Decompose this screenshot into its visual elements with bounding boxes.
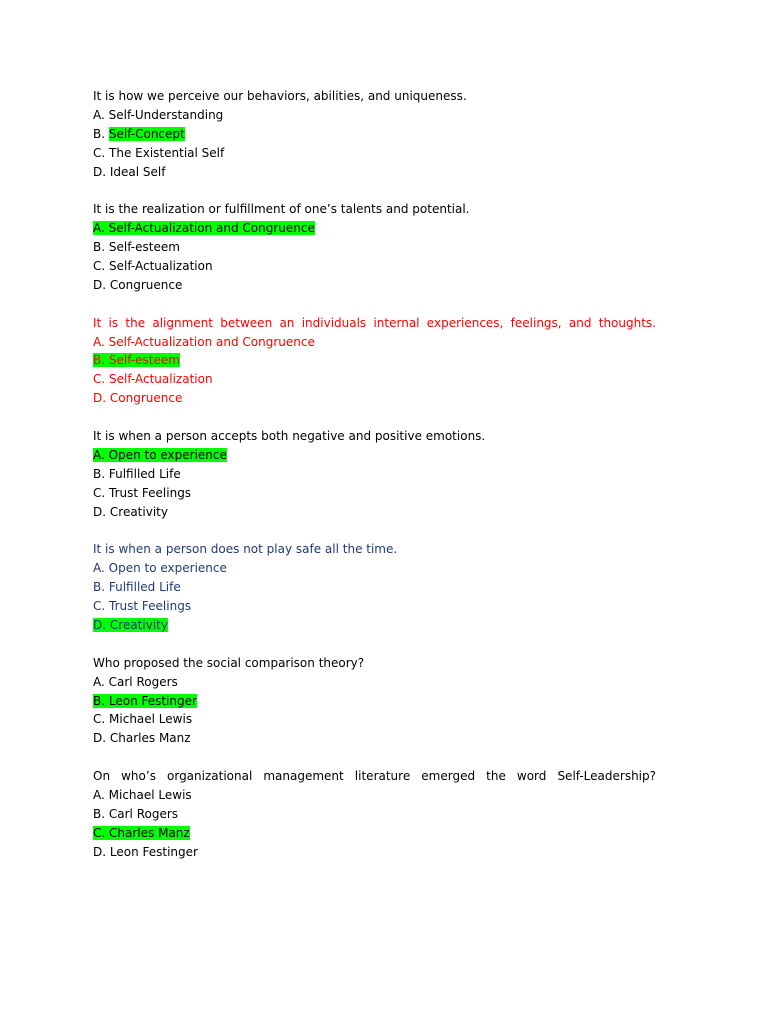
option-b: B. Self-esteem xyxy=(93,240,180,255)
question-4-prompt: It is when a person accepts both negative and positive emotions. xyxy=(93,429,486,444)
option-b: B. Self-Concept xyxy=(93,126,185,141)
question-1 xyxy=(93,87,656,181)
question-4 xyxy=(93,427,656,521)
option-d xyxy=(93,616,656,635)
question-1-prompt: It is how we perceive our behaviors, abilities, and uniqueness. xyxy=(93,89,467,103)
option-d: D. Congruence xyxy=(93,277,183,292)
option-b xyxy=(93,692,656,711)
option-a xyxy=(93,219,656,238)
option-d: D. Ideal Self xyxy=(93,164,166,179)
option-a: A. Open to experience xyxy=(93,561,227,576)
option-c: C. Trust Feelings xyxy=(93,485,192,500)
answer-highlight: B. Self-esteem xyxy=(93,353,180,368)
answer-highlight: Self-Concept xyxy=(108,126,185,141)
option-b: B. Fulfilled Life xyxy=(93,580,181,595)
option-d: D. Leon Festinger xyxy=(93,844,198,859)
question-6 xyxy=(93,654,656,748)
option-d: D. Congruence xyxy=(93,391,183,406)
question-7-prompt: On who’s organizational management literature emerged the word Self-Leadership? xyxy=(93,769,656,784)
question-5-prompt: It is when a person does not play safe all the time. xyxy=(93,542,398,557)
answer-highlight: B. Leon Festinger xyxy=(93,693,197,708)
answer-highlight: A. Open to experience xyxy=(93,447,227,462)
option-c: C. Self-Actualization xyxy=(93,259,213,274)
option-c xyxy=(93,824,656,843)
option-a: A. Self-Actualization and Congruence xyxy=(93,334,315,349)
option-d: D. Creativity xyxy=(93,504,168,519)
question-7 xyxy=(93,767,656,861)
quiz-content xyxy=(93,87,656,880)
question-3-prompt: It is the alignment between an individuals internal experiences, feelings, and thoughts. xyxy=(93,315,656,330)
question-2-prompt: It is the realization or fulfillment of one’s talents and potential. xyxy=(93,202,470,217)
option-d: D. Charles Manz xyxy=(93,731,191,746)
question-5 xyxy=(93,540,656,634)
option-a: A. Self-Understanding xyxy=(93,107,224,122)
answer-highlight: C. Charles Manz xyxy=(93,825,190,840)
question-2 xyxy=(93,200,656,294)
option-c: C. Michael Lewis xyxy=(93,712,193,727)
option-b xyxy=(93,351,656,370)
option-a: A. Carl Rogers xyxy=(93,674,178,689)
question-3 xyxy=(93,314,656,408)
option-a: A. Michael Lewis xyxy=(93,787,192,802)
question-6-prompt: Who proposed the social comparison theory? xyxy=(93,655,365,670)
option-c: C. Self-Actualization xyxy=(93,372,213,387)
answer-highlight: A. Self-Actualization and Congruence xyxy=(93,221,315,236)
option-b: B. Carl Rogers xyxy=(93,806,179,821)
option-c: C. Trust Feelings xyxy=(93,599,192,614)
option-b: B. Fulfilled Life xyxy=(93,466,181,481)
answer-highlight: D. Creativity xyxy=(93,617,168,632)
option-c: C. The Existential Self xyxy=(93,145,225,160)
option-a xyxy=(93,446,656,465)
